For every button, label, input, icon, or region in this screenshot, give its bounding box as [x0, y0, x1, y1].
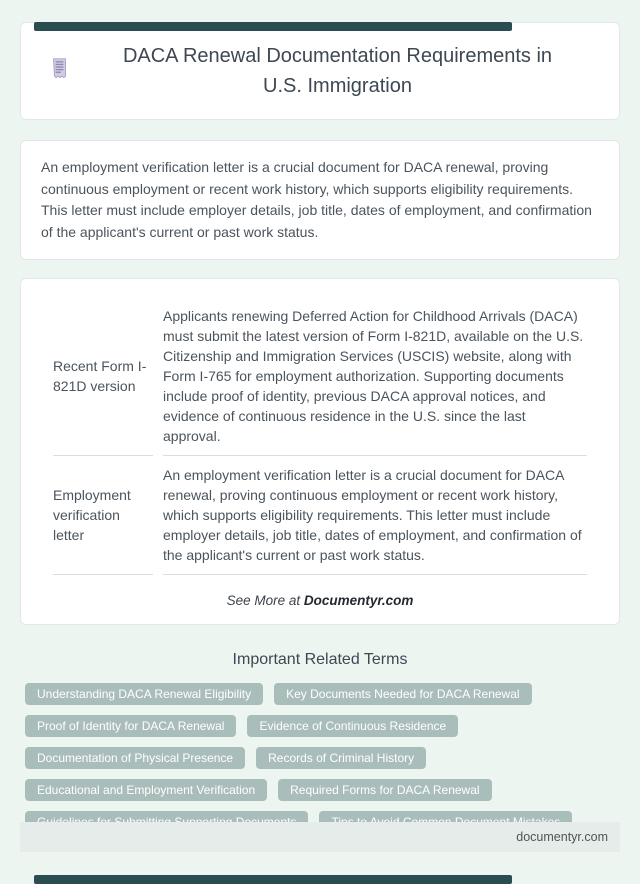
row-label: Recent Form I-821D version	[53, 297, 153, 456]
related-term-tag[interactable]: Educational and Employment Verification	[25, 779, 267, 801]
title-card	[20, 22, 620, 120]
related-term-tag[interactable]: Evidence of Continuous Residence	[247, 715, 458, 737]
row-label: Employment verification letter	[53, 456, 153, 575]
page	[0, 22, 640, 884]
intro-paragraph: An employment verification letter is a crucial document for DACA renewal, proving continuous employment or recent work history, which supports eligibility requirements. This letter must include employer details, job title, dates of employment, and confirmation of the applicant's current or past work status.	[41, 159, 592, 240]
related-term-tag[interactable]: Required Forms for DACA Renewal	[278, 779, 491, 801]
details-table	[43, 297, 597, 575]
see-more-prefix: See More at	[226, 593, 304, 608]
intro-card	[20, 140, 620, 260]
table-row	[53, 456, 587, 575]
related-term-tag[interactable]: Key Documents Needed for DACA Renewal	[274, 683, 531, 705]
page-title: DACA Renewal Documentation Requirements in U.S. Immigration	[122, 45, 553, 97]
related-term-tag[interactable]: Proof of Identity for DACA Renewal	[25, 715, 236, 737]
related-terms-list	[25, 683, 585, 833]
table-row	[53, 297, 587, 456]
footer-site-text: documentyr.com	[516, 830, 608, 844]
see-more-site-link[interactable]: Documentyr.com	[303, 593, 414, 608]
related-term-tag[interactable]: Documentation of Physical Presence	[25, 747, 245, 769]
row-value: An employment verification letter is a crucial document for DACA renewal, proving continuous employment or recent work history, which supports eligibility requirements. This letter must include employer details, job title, dates of employment, and confirmation of the applicant's current or past work status.	[163, 456, 587, 575]
related-terms-heading: Important Related Terms	[232, 651, 408, 668]
bottom-accent-bar	[34, 875, 512, 884]
see-more-line	[43, 593, 597, 608]
related-term-tag[interactable]: Records of Criminal History	[256, 747, 426, 769]
related-term-tag[interactable]: Understanding DACA Renewal Eligibility	[25, 683, 263, 705]
receipt-document-icon	[51, 58, 68, 84]
top-accent-bar	[34, 22, 512, 31]
details-card	[20, 278, 620, 625]
footer-bar	[20, 822, 620, 852]
row-value: Applicants renewing Deferred Action for Childhood Arrivals (DACA) must submit the latest version of Form I-821D, available on the U.S. Citizenship and Immigration Services (USCIS) website, along with Form I-765 for employment authorization. Supporting documents include proof of identity, previous DACA approval notices, and evidence of continuous residence in the U.S. since the last approval.	[163, 297, 587, 456]
